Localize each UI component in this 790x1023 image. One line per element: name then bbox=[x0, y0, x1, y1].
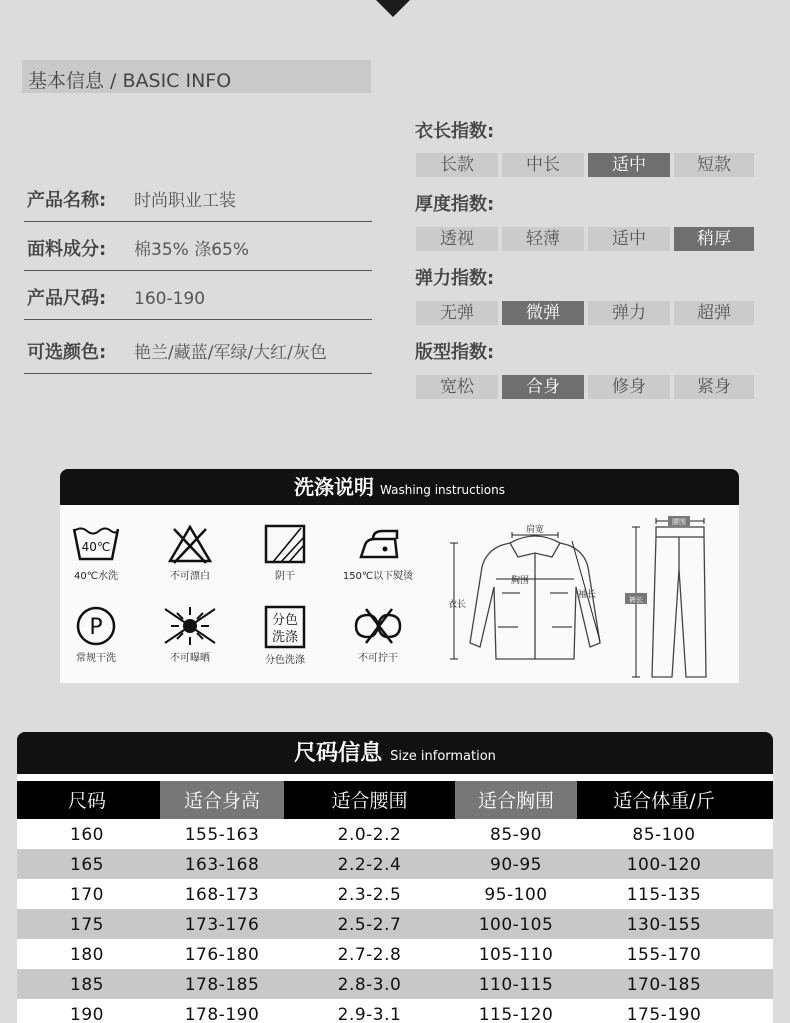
info-row-fabric bbox=[24, 222, 372, 271]
index-title-fit: 版型指数: bbox=[415, 342, 495, 363]
table-cell: 155-170 bbox=[626, 945, 702, 965]
wash-label: 常规干洗 bbox=[76, 653, 116, 664]
index-option: 透视 bbox=[416, 227, 498, 251]
column-header: 尺码 bbox=[67, 790, 106, 812]
table-cell: 85-90 bbox=[490, 825, 542, 845]
index-option: 中长 bbox=[502, 153, 584, 177]
size-title-cn: 尺码信息 bbox=[294, 741, 383, 766]
column-header: 适合胸围 bbox=[455, 781, 577, 819]
info-key: 产品名称: bbox=[27, 190, 107, 211]
dry-clean-item bbox=[60, 605, 136, 664]
index-option-selected: 稍厚 bbox=[674, 227, 754, 251]
dry-clean-icon bbox=[73, 605, 119, 647]
wash-40-icon bbox=[70, 523, 122, 565]
shade-dry-item bbox=[245, 523, 325, 582]
iron-item bbox=[328, 523, 428, 582]
table-cell: 85-100 bbox=[632, 825, 696, 845]
table-cell: 2.7-2.8 bbox=[337, 945, 402, 965]
jacket-chest-label: 胸围 bbox=[510, 576, 530, 586]
info-value: 艳兰/藏蓝/军绿/大红/灰色 bbox=[134, 343, 327, 363]
column-header: 适合身高 bbox=[160, 781, 284, 819]
table-row bbox=[17, 909, 773, 939]
separate-wash-icon bbox=[263, 605, 307, 649]
index-option: 弹力 bbox=[588, 301, 670, 325]
info-key: 可选颜色: bbox=[27, 342, 107, 363]
no-wring-icon bbox=[350, 605, 406, 647]
table-row bbox=[17, 969, 773, 999]
index-options-length bbox=[416, 153, 766, 177]
table-cell: 2.2-2.4 bbox=[337, 855, 402, 875]
pants-diagram bbox=[616, 513, 726, 683]
no-bleach-item bbox=[150, 523, 230, 582]
table-cell: 190 bbox=[70, 1005, 104, 1023]
table-cell: 168-173 bbox=[184, 885, 260, 905]
index-option: 适中 bbox=[588, 227, 670, 251]
info-value: 时尚职业工装 bbox=[134, 191, 236, 211]
index-option: 短款 bbox=[674, 153, 754, 177]
info-value: 160-190 bbox=[134, 289, 206, 309]
table-cell: 180 bbox=[70, 945, 104, 965]
table-cell: 165 bbox=[70, 855, 104, 875]
table-cell: 185 bbox=[70, 975, 104, 995]
index-option-selected: 适中 bbox=[588, 153, 670, 177]
table-cell: 115-120 bbox=[478, 1005, 554, 1023]
washing-header bbox=[60, 469, 739, 505]
index-title-thickness: 厚度指数: bbox=[415, 194, 495, 215]
pants-waist-label: 腰围 bbox=[672, 518, 686, 526]
column-header: 适合体重/斤 bbox=[613, 790, 715, 812]
table-cell: 2.8-3.0 bbox=[337, 975, 402, 995]
jacket-length-label: 衣长 bbox=[448, 600, 467, 610]
table-row bbox=[17, 939, 773, 969]
jacket-diagram bbox=[440, 523, 630, 683]
wash-label: 150℃以下熨烫 bbox=[342, 571, 414, 582]
no-sun-item bbox=[150, 605, 230, 664]
index-option: 超弹 bbox=[674, 301, 754, 325]
table-cell: 2.3-2.5 bbox=[337, 885, 402, 905]
table-cell: 160 bbox=[70, 825, 104, 845]
table-cell: 173-176 bbox=[184, 915, 260, 935]
top-notch bbox=[376, 0, 410, 17]
info-value: 棉35% 涤65% bbox=[134, 240, 249, 260]
no-bleach-icon bbox=[166, 523, 214, 565]
wash-label: 不可漂白 bbox=[170, 571, 210, 582]
table-row bbox=[17, 819, 773, 849]
info-row-size bbox=[24, 271, 372, 320]
no-wring-item bbox=[338, 605, 418, 664]
jacket-shoulder-label: 肩宽 bbox=[525, 525, 545, 535]
wash-40-item bbox=[60, 523, 136, 582]
table-cell: 2.0-2.2 bbox=[337, 825, 402, 845]
index-option: 修身 bbox=[588, 375, 670, 399]
column-header: 适合腰围 bbox=[331, 790, 408, 812]
table-cell: 130-155 bbox=[626, 915, 702, 935]
table-cell: 110-115 bbox=[478, 975, 554, 995]
table-row bbox=[17, 999, 773, 1023]
size-table-header bbox=[17, 781, 773, 819]
index-option-selected: 微弹 bbox=[502, 301, 584, 325]
index-title-length: 衣长指数: bbox=[415, 121, 495, 142]
index-option: 轻薄 bbox=[502, 227, 584, 251]
index-option: 紧身 bbox=[674, 375, 754, 399]
wash-label: 阴干 bbox=[275, 571, 295, 582]
basic-info-header bbox=[22, 60, 371, 93]
table-cell: 105-110 bbox=[478, 945, 554, 965]
shade-dry-icon bbox=[263, 523, 307, 565]
table-cell: 170 bbox=[70, 885, 104, 905]
svg-text:洗涤: 洗涤 bbox=[271, 630, 299, 645]
table-cell: 163-168 bbox=[184, 855, 260, 875]
table-cell: 2.9-3.1 bbox=[337, 1005, 402, 1023]
table-cell: 178-190 bbox=[184, 1005, 260, 1023]
info-row-name bbox=[24, 173, 372, 222]
svg-text:分色: 分色 bbox=[271, 613, 299, 628]
washing-panel bbox=[60, 469, 739, 683]
table-cell: 176-180 bbox=[184, 945, 260, 965]
table-row bbox=[17, 849, 773, 879]
index-options-elasticity bbox=[416, 301, 766, 325]
table-cell: 178-185 bbox=[184, 975, 260, 995]
index-options-fit bbox=[416, 375, 766, 399]
wash-label: 不可曝晒 bbox=[170, 653, 210, 664]
no-sun-icon bbox=[159, 605, 221, 647]
size-header bbox=[17, 732, 773, 774]
table-cell: 175-190 bbox=[626, 1005, 702, 1023]
index-option: 无弹 bbox=[416, 301, 498, 325]
table-cell: 100-120 bbox=[626, 855, 702, 875]
index-option: 长款 bbox=[416, 153, 498, 177]
washing-title-en: Washing instructions bbox=[380, 483, 505, 497]
index-option-selected: 合身 bbox=[502, 375, 584, 399]
index-option: 宽松 bbox=[416, 375, 498, 399]
index-title-elasticity: 弹力指数: bbox=[415, 268, 495, 289]
table-cell: 90-95 bbox=[490, 855, 542, 875]
wash-label: 分色洗涤 bbox=[265, 655, 305, 666]
table-cell: 175 bbox=[70, 915, 104, 935]
pants-length-label: 裤长 bbox=[629, 596, 643, 604]
table-cell: 170-185 bbox=[626, 975, 702, 995]
size-panel bbox=[17, 732, 773, 1023]
wash-label: 不可拧干 bbox=[358, 653, 398, 664]
dry-clean-text: P bbox=[89, 615, 103, 640]
jacket-sleeve-label: 袖长 bbox=[578, 590, 597, 600]
washing-title-cn: 洗涤说明 bbox=[294, 475, 375, 499]
wash-40-text: 40℃ bbox=[81, 540, 111, 554]
info-key: 面料成分: bbox=[27, 239, 107, 260]
info-key: 产品尺码: bbox=[27, 288, 107, 309]
table-row bbox=[17, 879, 773, 909]
info-row-colors bbox=[24, 325, 372, 374]
separate-wash-item bbox=[245, 605, 325, 666]
wash-label: 40℃水洗 bbox=[74, 571, 118, 582]
table-cell: 100-105 bbox=[478, 915, 554, 935]
size-title-en: Size information bbox=[390, 749, 496, 764]
iron-icon bbox=[353, 523, 403, 565]
table-cell: 115-135 bbox=[626, 885, 702, 905]
table-cell: 2.5-2.7 bbox=[337, 915, 402, 935]
table-cell: 155-163 bbox=[184, 825, 260, 845]
basic-info-title: 基本信息 / BASIC INFO bbox=[28, 70, 232, 92]
table-cell: 95-100 bbox=[484, 885, 548, 905]
index-options-thickness bbox=[416, 227, 766, 251]
